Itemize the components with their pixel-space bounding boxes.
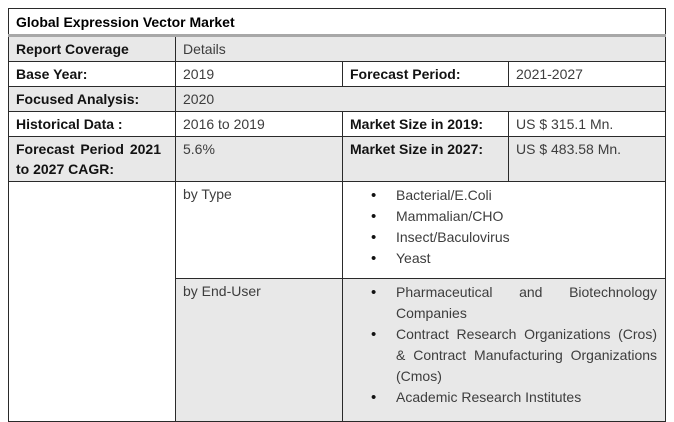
cagr-row bbox=[9, 137, 666, 182]
cagr-value: 5.6% bbox=[176, 137, 343, 182]
table-title: Global Expression Vector Market bbox=[9, 9, 666, 36]
by-end-user-label: by End-User bbox=[176, 279, 343, 422]
base-year-label: Base Year: bbox=[9, 62, 176, 87]
list-item: • Mammalian/CHO bbox=[396, 206, 657, 227]
list-item: • Insect/Baculovirus bbox=[396, 227, 657, 248]
segment-by-type-row bbox=[9, 182, 666, 279]
cagr-label: Forecast Period 2021 to 2027 CAGR: bbox=[9, 137, 176, 182]
focused-analysis-label: Focused Analysis: bbox=[9, 87, 176, 112]
market-size-2027-value: US $ 483.58 Mn. bbox=[509, 137, 666, 182]
market-size-2019-value: US $ 315.1 Mn. bbox=[509, 112, 666, 137]
forecast-period-label: Forecast Period: bbox=[343, 62, 509, 87]
market-size-2027-label: Market Size in 2027: bbox=[343, 137, 509, 182]
by-end-user-list bbox=[350, 282, 657, 408]
historical-data-row bbox=[9, 112, 666, 137]
list-item: • Bacterial/E.Coli bbox=[396, 185, 657, 206]
coverage-row bbox=[9, 36, 666, 62]
by-type-list bbox=[350, 185, 657, 269]
empty-spacer-cell bbox=[9, 182, 176, 422]
report-coverage-table bbox=[8, 8, 666, 422]
base-year-row bbox=[9, 62, 666, 87]
focused-analysis-value: 2020 bbox=[176, 87, 666, 112]
report-coverage-label: Report Coverage bbox=[9, 36, 176, 62]
historical-data-value: 2016 to 2019 bbox=[176, 112, 343, 137]
title-row bbox=[9, 9, 666, 36]
focused-analysis-row bbox=[9, 87, 666, 112]
by-type-cell bbox=[343, 182, 666, 279]
list-item: • Contract Research Organizations (Cros) & Contract Manufacturing Organizations (Cmos) bbox=[396, 324, 657, 387]
report-coverage-value: Details bbox=[176, 36, 666, 62]
list-item: • Academic Research Institutes bbox=[396, 387, 657, 408]
by-end-user-cell bbox=[343, 279, 666, 422]
list-item: • Pharmaceutical and Biotechnology Companies bbox=[396, 282, 657, 324]
base-year-value: 2019 bbox=[176, 62, 343, 87]
market-size-2019-label: Market Size in 2019: bbox=[343, 112, 509, 137]
historical-data-label: Historical Data : bbox=[9, 112, 176, 137]
list-item: • Yeast bbox=[396, 248, 657, 269]
by-type-label: by Type bbox=[176, 182, 343, 279]
forecast-period-value: 2021-2027 bbox=[509, 62, 666, 87]
